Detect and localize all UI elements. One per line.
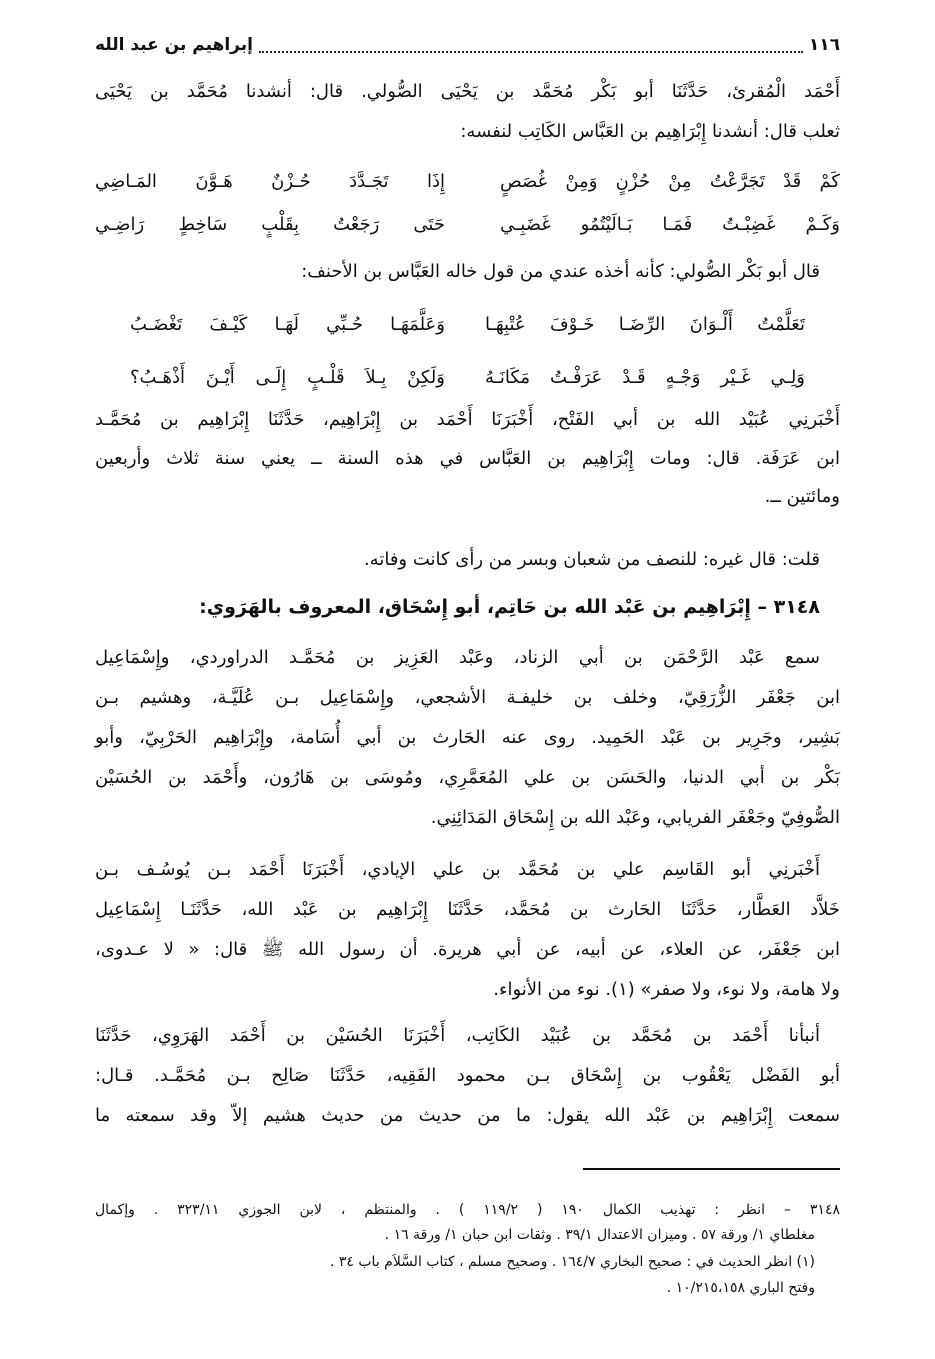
footnote-separator	[583, 1168, 840, 1170]
footnote-line: (١) انظر الحديث في : صحيح البخاري ١٦٤/٧ . وصحيح مسلم ، كتاب السَّلاَم باب ٣٤ .	[329, 1254, 815, 1270]
text-line: ابن عَرَفَة. قال: ومات إِبْرَاهِيم بن العَبَّاس في هذه السنة ــ يعني سنة ثلاث وأربعين	[95, 448, 840, 469]
verse-first-hemistich: وَكَـمْ غَضِبْـتُ فَمَـا بَـالَيْتُمُو غَضَبِـي	[500, 214, 840, 235]
text-line: ولا هامة، ولا نوء، ولا صفر» (١). نوء من الأنواء.	[493, 979, 840, 1000]
verse-second-hemistich: وَعَلَّمَهَـا حُـبِّي لَهَـا كَيْـفَ تَغْضَـبُ	[130, 314, 445, 335]
footnote-line: ٣١٤٨ – انظر : تهذيب الكمال ١٩٠ ( ١١٩/٢ ) . والمنتظم ، لابن الجوزي ٣٢٣/١١ . وإكمال	[95, 1202, 840, 1218]
leader-dots	[259, 37, 803, 53]
verse	[95, 210, 840, 240]
verse-second-hemistich: حَتَى رَجَعْتُ بِقَلْبٍ سَاخِطٍ رَاضِـي	[95, 214, 445, 235]
verse-second-hemistich: إِذَا تَجَـدَّدَ حُـزْنٌ هَـوَّنَ المَـاضِي	[95, 171, 445, 192]
text-line: بَكْر بن أبي الدنيا، والحَسَن بن علي المُعَمَّرِي، ومُوسَى بن هَارُون، وأَحْمَد بن الحُسَيْن	[95, 767, 840, 788]
text-line: سمعت إِبْرَاهِيم بن عَبْد الله يقول: ما من حديث من حديث هشيم إلاّ وقد سمعته ما	[95, 1105, 840, 1126]
text-line: أَخْبَرنِي عُبَيْد الله بن أبي الفَتْح، أَخْبَرَنَا أَحْمَد بن إِبْرَاهِيم، حَدَّثَنَا إِبْرَاهِيم بن مُحَمَّـد	[95, 409, 840, 430]
text-line: أنبأنا أَحْمَد بن مُحَمَّد بن عُبَيْد الكَاتِب، أَخْبَرَنَا الحُسَيْن بن أَحْمَد الهَرَوِي، حَدَّثَنَا	[95, 1025, 820, 1046]
text-line: قال أبو بَكْر الصُّولي: كأنه أخذه عندي من قول خاله العَبَّاس بن الأحنف:	[301, 261, 820, 282]
text-line: أَخْبَرنِي أبو القَاسِم علي بن مُحَمَّد بن علي الإيادي، أَخْبَرَنَا أَحْمَد بـن يُوسُـف بـن	[95, 859, 820, 880]
footnote-line: وفتح الباري ١٠/٢١٥،١٥٨ .	[666, 1280, 815, 1296]
verse	[95, 310, 840, 340]
running-title: إبراهيم بن عبد الله	[95, 35, 253, 55]
verse-second-hemistich: وَلَكِنْ بِـلاَ قَلْـبٍ إِلَـى أَيْـنَ أَذْهَـبُ؟	[130, 367, 445, 388]
verse-first-hemistich: وَلِـي غَـيْر وَجْـهٍ قَـدْ عَرَفْـتُ مَكَانَـهُ	[485, 367, 805, 388]
footnote-line: مغلطاي ١/ ورقة ٥٧ . وميزان الاعتدال ٣٩/١ . وثقات ابن حبان ١/ ورقة ١٦ .	[384, 1227, 815, 1243]
entry-heading: ٣١٤٨ – إِبْرَاهِيم بن عَبْد الله بن حَاتِم، أبو إِسْحَاق، المعروف بالهَرَوي:	[199, 596, 820, 618]
text-line: سمع عَبْد الرَّحْمَن بن أبي الزناد، وعَبْد العَزِيز بن مُحَمَّـد الدراوردي، وإِسْمَاعِيل	[95, 647, 820, 668]
text-line: ابن جَعْفَر الزُّرَقِيّ، وخلف بن خليفـة الأشجعي، وإِسْمَاعِيل بـن عُلَيَّـة، وهشيم بـن	[95, 687, 840, 708]
text-line: الصُّوفِيّ وجَعْفَر الفريابي، وعَبْد الله بن إِسْحَاق المَدَائِنِي.	[430, 807, 840, 828]
text-line: ثعلب قال: أنشدنا إِبْرَاهِيم بن العَبَّاس الكَاتِب لنفسه:	[460, 121, 840, 142]
text-line: بَشِير، وجَرِير بن عَبْد الحَمِيد. روى عنه الحَارث بن أبي أُسَامة، وإِبْرَاهِيم الحَرْبِيّ، وأبو	[95, 727, 840, 748]
text-line: قلت: قال غيره: للنصف من شعبان وبسر من رأى كانت وفاته.	[363, 549, 820, 570]
verse	[95, 363, 840, 393]
text-line: ومائتين ــ.	[764, 486, 840, 507]
verse-first-hemistich: تَعَلَّمْتُ أَلْـوَانَ الرِّضَـا خَـوْفَ عُتْبِهَـا	[485, 314, 805, 335]
running-header	[95, 30, 840, 60]
verse	[95, 167, 840, 197]
verse-first-hemistich: كَمْ قَدْ تَجَرَّعْتُ مِنْ حُزْنٍ وَمِنْ غُصَصٍ	[500, 171, 840, 192]
text-line: أبو الفَضْل يَعْقُوب بن إِسْحَاق بـن محمود الفَقِيه، حَدَّثَنَا صَالِح بـن مُحَمَّـد. قـال:	[95, 1065, 840, 1086]
text-line: خَلاَّد العَطَّار، حَدَّثَنَا الحَارث بن مُحَمَّد، حَدَّثَنَا إِبْرَاهِيم بن عَبْد الله، حَدَّثَنَـا إِسْمَاعِيل	[95, 899, 840, 920]
text-line: ابن جَعْفَر، عن العلاء، عن أبيه، عن أبي هريرة. أن رسول الله ﷺ قال: « لا عـدوى،	[95, 939, 840, 960]
page-number: ١١٦	[808, 35, 840, 55]
text-line: أَحْمَد الْمُقرئ، حَدَّثَنَا أبو بَكْر مُحَمَّد بن يَحْيَى الصُّولي. قال: أنشدنا مُحَمَّد بن يَحْيَى	[95, 81, 840, 102]
